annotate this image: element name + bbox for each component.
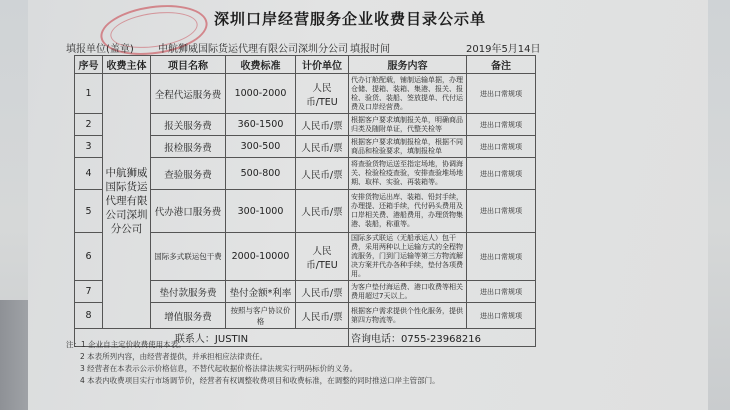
row-content: 将查验货物运送至指定场地，协调海关、检验检疫查验，安排查验堆场地期、取样、实验、再装箱等。 — [349, 158, 467, 190]
contact-name: JUSTIN — [214, 334, 249, 345]
note-line: 3 经营者在本表示公示价格信息，不替代起收据价格法律法规实行明码标价的义务。 — [80, 364, 358, 373]
row-no: 5 — [75, 190, 103, 233]
row-remark: 进出口常规项 — [467, 190, 536, 233]
note-line: 2 本表所列内容，由经营者提供，并承担相应法律责任。 — [80, 352, 268, 361]
row-standard: 300-500 — [226, 136, 296, 158]
row-name: 增值服务费 — [151, 303, 226, 329]
row-name: 全程代运服务费 — [151, 74, 226, 114]
row-no: 1 — [75, 74, 103, 114]
row-remark: 进出口常规项 — [467, 281, 536, 303]
contact-label: 联系人： — [174, 334, 215, 345]
row-unit: 人民币/票 — [296, 158, 349, 190]
row-standard: 1000-2000 — [226, 74, 296, 114]
header-standard: 收费标准 — [226, 56, 296, 74]
row-remark: 进出口常规项 — [467, 233, 536, 281]
row-content: 根据客户要求填制报检单，根据不同商品和检验要求，填制报检单 — [349, 136, 467, 158]
row-remark: 进出口常规项 — [467, 303, 536, 329]
phone-label: 咨询电话： — [351, 334, 401, 345]
filler-company: 中航狮威国际货运代理有限公司深圳分公司 — [158, 44, 348, 55]
row-no: 6 — [75, 233, 103, 281]
row-name: 报关服务费 — [151, 114, 226, 136]
header-no: 序号 — [75, 56, 103, 74]
phone-number: 0755-23968216 — [401, 334, 481, 345]
notes — [66, 339, 546, 387]
row-name: 代办港口服务费 — [151, 190, 226, 233]
row-unit: 人民币/票 — [296, 136, 349, 158]
row-unit: 人民币/票 — [296, 303, 349, 329]
row-content: 代办订舱配载，铺制运输单据，办理仓储、提箱、装箱、集港、报关、报检、验货、装船、签放提单、代付运费及口岸经营费。 — [349, 74, 467, 114]
fill-time-label: 填报时间 — [350, 44, 390, 55]
row-unit: 人民币/票 — [296, 281, 349, 303]
note-line: 4 本表内收费项目实行市场调节价，经营者有权调整收费项目和收费标准，在调整的同时推送口岸主管部门。 — [80, 376, 440, 385]
row-no: 7 — [75, 281, 103, 303]
header-provider: 收费主体 — [103, 56, 151, 74]
note-line: 注：1 企业自主定价收费使用本表。 — [66, 340, 186, 349]
row-name: 查验服务费 — [151, 158, 226, 190]
page-title: 深圳口岸经营服务企业收费目录公示单 — [213, 10, 486, 28]
row-no: 2 — [75, 114, 103, 136]
row-remark: 进出口常规项 — [467, 136, 536, 158]
provider-cell: 中航狮威国际货运代理有限公司深圳分公司 — [103, 74, 151, 329]
row-standard: 垫付金额*利率 — [226, 281, 296, 303]
row-name: 垫付款服务费 — [151, 281, 226, 303]
filler-label: 填报单位(盖章) — [66, 44, 134, 55]
header-unit: 计价单位 — [296, 56, 349, 74]
header-remark: 备注 — [467, 56, 536, 74]
row-no: 3 — [75, 136, 103, 158]
header-content: 服务内容 — [349, 56, 467, 74]
table-header — [75, 56, 536, 74]
row-unit: 人民币/票 — [296, 114, 349, 136]
row-remark: 进出口常规项 — [467, 158, 536, 190]
row-name: 报检服务费 — [151, 136, 226, 158]
row-remark: 进出口常规项 — [467, 74, 536, 114]
row-standard: 500-800 — [226, 158, 296, 190]
row-standard: 360-1500 — [226, 114, 296, 136]
row-name: 国际多式联运包干费 — [151, 233, 226, 281]
row-unit: 人民币/TEU — [296, 74, 349, 114]
row-no: 4 — [75, 158, 103, 190]
header-item: 项目名称 — [151, 56, 226, 74]
row-content: 国际多式联运（无船承运人）包干费，采用两种以上运输方式的全程物流服务，门到门运输等第三方物流解决方案并代办各种手续，垫付各项费用。 — [349, 233, 467, 281]
table-row — [75, 74, 536, 114]
row-content: 根据客户要求填制报关单，明确商品归类及随附单证，代整关检等 — [349, 114, 467, 136]
row-standard: 按照与客户协议价格 — [226, 303, 296, 329]
row-remark: 进出口常规项 — [467, 114, 536, 136]
row-standard: 300-1000 — [226, 190, 296, 233]
row-content: 安排货物运出库、装箱、铅封手续，办理提、还箱手续，代付码头费用及口岸相关费、港船费用，办理货物集港、装船，称重等。 — [349, 190, 467, 233]
fill-date: 2019年5月14日 — [466, 44, 541, 55]
row-content: 根据客户需求提供个性化服务，提供第四方物流等。 — [349, 303, 467, 329]
fee-table — [74, 55, 536, 347]
row-standard: 2000-10000 — [226, 233, 296, 281]
row-unit: 人民币/TEU — [296, 233, 349, 281]
row-no: 8 — [75, 303, 103, 329]
row-content: 为客户垫付海运费、港口收费等相关费用超过7天以上。 — [349, 281, 467, 303]
row-unit: 人民币/票 — [296, 190, 349, 233]
